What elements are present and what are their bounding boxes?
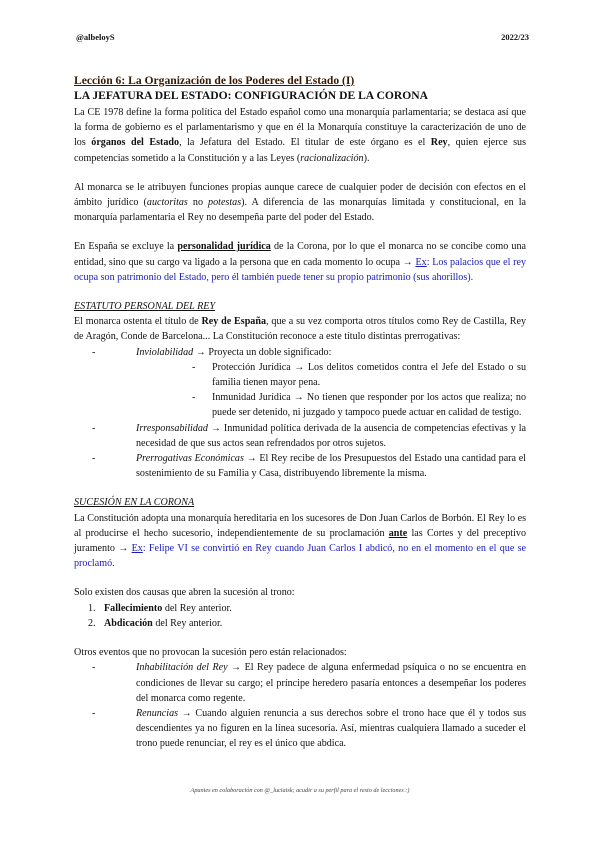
document-body [74,73,526,752]
list-item: - Protección Jurídica → Los delitos cometidos contra el Jefe del Estado o su familia tienen mayor pena. [192,361,526,389]
section-title: LA JEFATURA DEL ESTADO: CONFIGURACIÓN DE LA CORONA [74,89,428,102]
list-item: 2. Abdicación del Rey anterior. [88,617,223,629]
list-item: - Inmunidad Jurídica → No tienen que responder por los actos que realiza; no puede ser detenido, ni juzgado y tampoco puede actuar en calidad de testigo. [192,392,526,419]
list-item: - Inviolabilidad → Proyecta un doble significado: - Protección Jurídica → Los delitos cometidos contra el Jefe del Estado o su familia tienen mayor pena. - Inmunidad Jurídica → No tienen que responder por los actos que realiza; no puede ser detenido, ni juzgado y tampoco puede actuar en calidad de testigo. [74,345,526,421]
lesson-title: Lección 6: La Organización de los Poderes del Estado (I) [74,74,355,87]
others-list [74,660,526,751]
paragraph-intro: La CE 1978 define la forma política del Estado español como una monarquía parlamentaria; se destaca así que la forma de gobierno es el parlamentarismo y que en él la Monarquía constituye la caracterización de uno de los órganos del Estado, la Jefatura del Estado. El titular de este órgano es el Rey, quien ejerce sus competencias sometido a la Constitución y a las Leyes (racionalización). [74,107,526,164]
sucesion-paragraph: La Constitución adopta una monarquía hereditaria en los sucesores de Don Juan Carlos de Borbón. El Rey lo es al producirse el hecho sucesorio, independientemente de su proclamación ante las Cortes y del preceptivo juramento → Ex: Felipe VI se convirtió en Rey cuando Juan Carlos I abdicó, no en el momento en el que se proclamó. [74,512,526,570]
list-item: - Inhabilitación del Rey → El Rey padece de alguna enfermedad psíquica o no se encuentra en condiciones de llevar su cargo; el príncipe heredero pasaría entonces a desempeñar los poderes del monarca como regente. [92,662,526,704]
paragraph-personality: En España se excluye la personalidad jurídica de la Corona, por lo que el monarca no se concibe como una entidad, sino que su cargo va ligado a la persona que en cada momento lo ocupa → Ex: Los palacios que el rey ocupa son patrimonio del Estado, pero él también puede tener su propio patrimonio (sus ahorillos). [74,241,526,283]
header-year: 2022/23 [501,32,529,42]
causes-intro: Solo existen dos causas que abren la sucesión al trono: [74,587,295,599]
header-author: @albeloyS [76,32,115,42]
list-item: 1. Fallecimiento del Rey anterior. [88,602,232,614]
prerogatives-list [74,345,526,482]
causes-list [74,601,526,631]
sucesion-title: SUCESIÓN EN LA CORONA [74,497,195,509]
page-footer: Apuntes en colaboración con @_luciatsk; acudir a su perfil para el resto de lecciones :) [190,787,410,794]
others-intro: Otros eventos que no provocan la sucesión pero están relacionados: [74,647,347,659]
list-item: - Prerrogativas Económicas → El Rey recibe de los Presupuestos del Estado una cantidad para el sostenimiento de su Familia y Casa, distribuyendo libremente la misma. [92,453,526,480]
estatuto-title: ESTATUTO PERSONAL DEL REY [74,301,216,313]
list-item: - Irresponsabilidad → Inmunidad política derivada de la ausencia de competencias efectivas y la necesidad de que sus actos sean refrendados por otros sujetos. [92,422,526,449]
estatuto-intro: El monarca ostenta el título de Rey de España, que a su vez comporta otros títulos como Rey de Castilla, Rey de Aragón, Conde de Barcelona... La Constitución reconoce a este título distintas prerrogativas: [74,316,526,343]
list-item: - Renuncias → Cuando alguien renuncia a sus derechos sobre el trono hace que él y todos sus descendientes ya no figuren en la línea sucesoria. Así, mientras cualquiera llamado a suceder el trono puede renunciar, el rey es el único que abdica. [92,707,526,750]
sublist [74,360,526,421]
paragraph-functions: Al monarca se le atribuyen funciones propias aunque carece de cualquier poder de decisión con efectos en el ámbito jurídico (auctoritas no potestas). A diferencia de las monarquías limitada y constitucional, en la monarquía parlamentaria el Rey no desempeña parte del poder del Estado. [74,181,526,224]
